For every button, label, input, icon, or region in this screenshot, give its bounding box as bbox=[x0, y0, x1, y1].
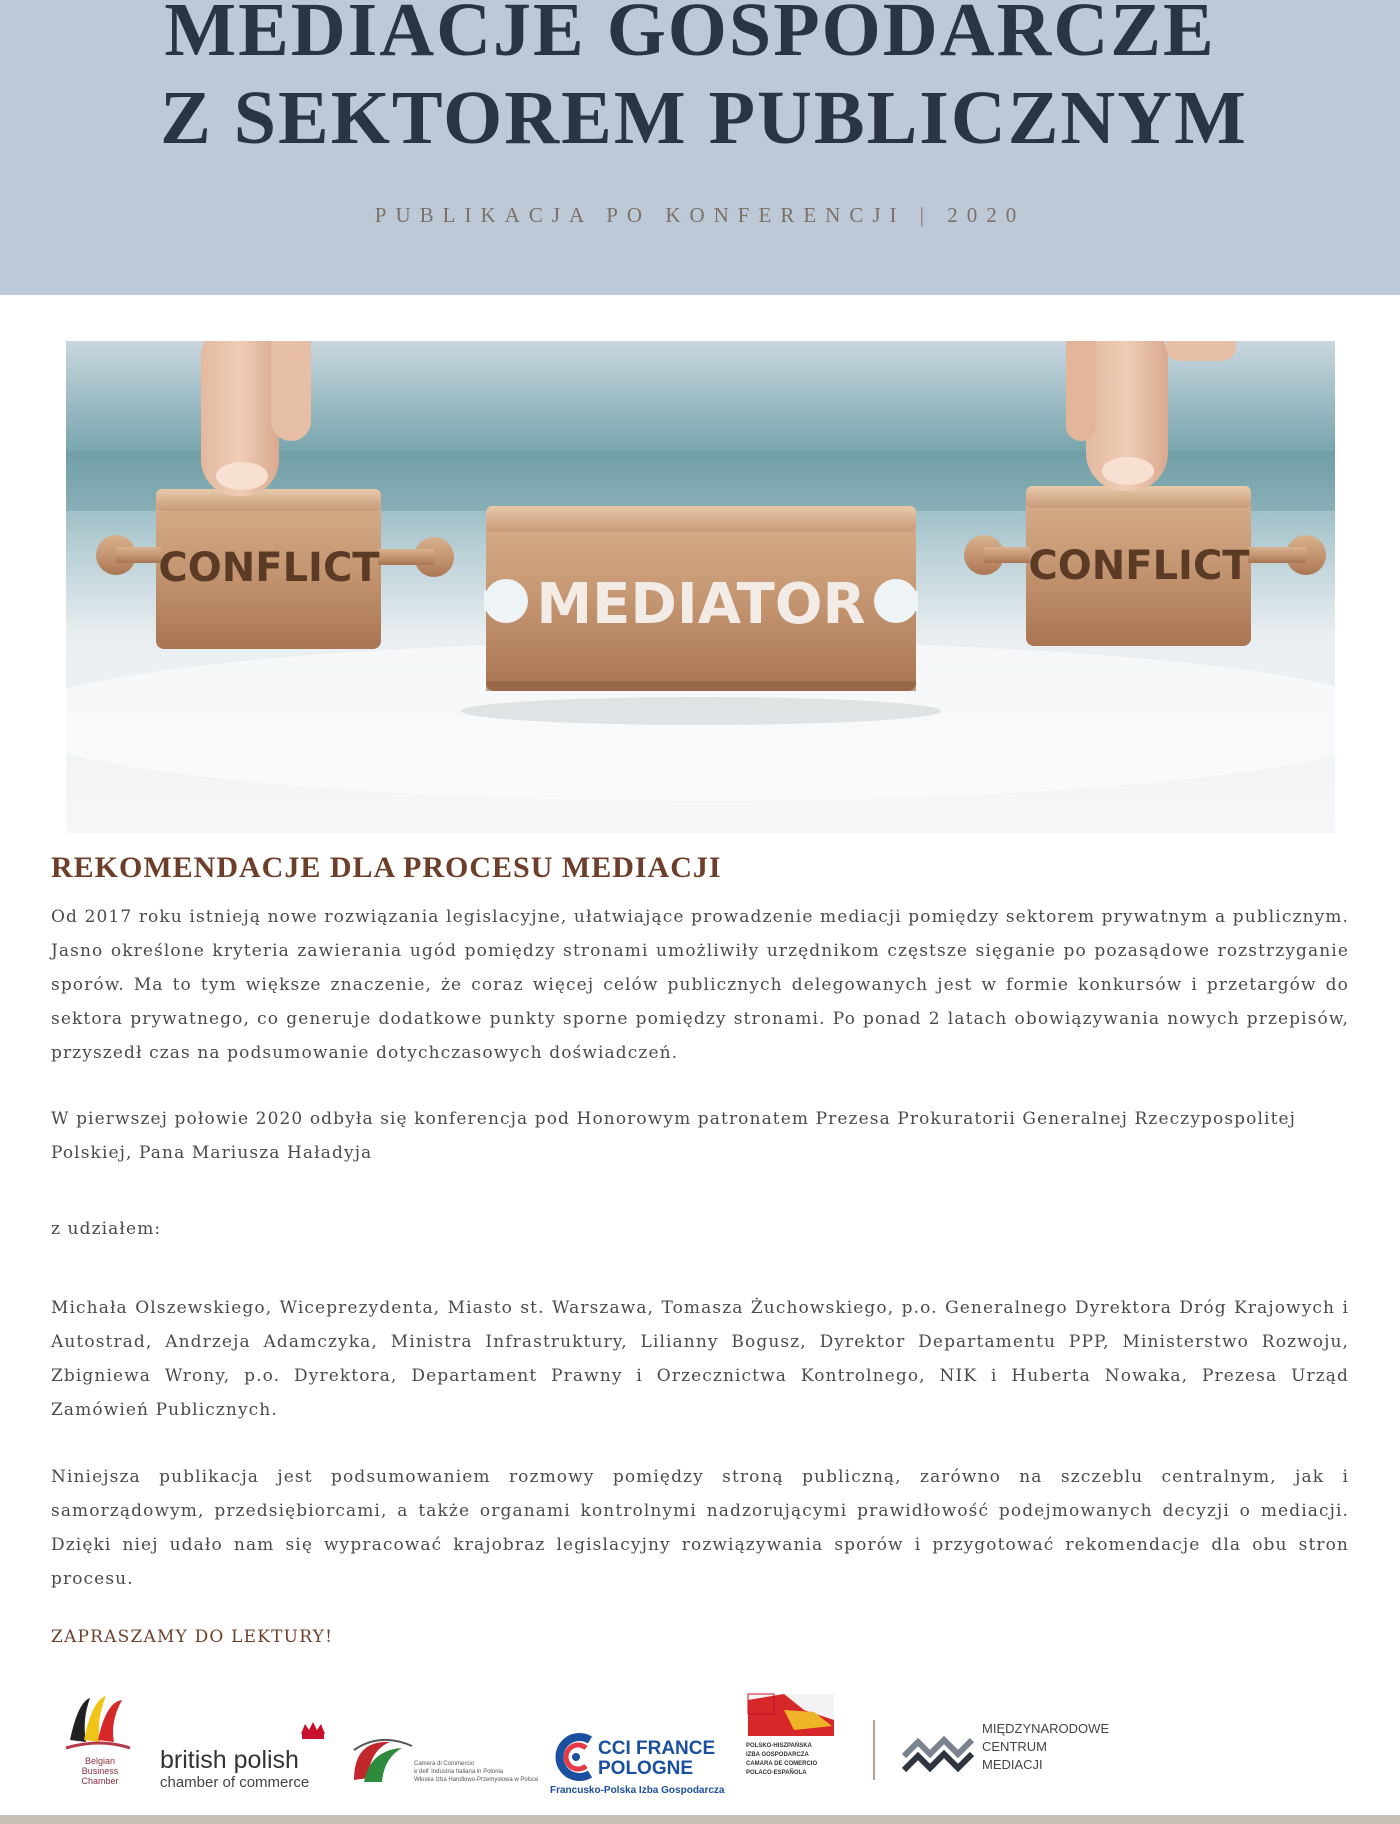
polish-spanish-chamber-logo: POLSKO-HISZPAŃSKA IZBA GOSPODARCZA CAMARA DE COMERCIO POLACO-ESPAÑOLA bbox=[744, 1690, 854, 1800]
british-polish-chamber-logo: british polish chamber of commerce bbox=[158, 1690, 328, 1800]
page-title-line-1: MEDIACJE GOSPODARCZE bbox=[164, 0, 1216, 72]
paragraph-summary: Niniejsza publikacja jest podsumowaniem rozmowy pomiędzy stroną publiczną, zarówno na szczeblu centralnym, jak i samorządowym, przedsiębiorcami, a także organami kontrolnymi nadzorującymi prawidłowość podejmowanych decyzji o mediacji. Dzięki niej udało nam się wypracować krajobraz legislacyjny rozwiązywania sporów i przygotować rekomendacje dla obu stron procesu. bbox=[51, 1467, 1349, 1589]
section-heading: REKOMENDACJE DLA PROCESU MEDIACJI bbox=[51, 851, 722, 884]
page-subtitle: PUBLIKACJA PO KONFERENCJI | 2020 bbox=[374, 203, 1026, 227]
block-left-label: CONFLICT bbox=[158, 545, 380, 591]
header-banner bbox=[0, 0, 1400, 295]
paragraph-participants: Michała Olszewskiego, Wiceprezydenta, Miasto st. Warszawa, Tomasza Żuchowskiego, p.o. Generalnego Dyrektora Dróg Krajowych i Autostrad, Andrzeja Adamczyka, Ministra Infrastruktury, Lilianny Bogusz, Dyrektor Departamentu PPP, Ministerstwo Rozwoju, Zbigniewa Wrony, p.o. Dyrektora, Departament Prawny i Orzecznictwa Kontrolnego, NIK i Huberta Nowaka, Prezesa Urząd Zamówień Publicznych. bbox=[51, 1298, 1349, 1420]
hero-image bbox=[66, 341, 1335, 833]
call-to-action: ZAPRASZAMY DO LEKTURY! bbox=[51, 1627, 334, 1647]
belgian-chamber-logo: Belgian Business Chamber bbox=[60, 1690, 140, 1800]
paragraph-conference: W pierwszej połowie 2020 odbyła się konferencja pod Honorowym patronatem Prezesa Prokuratorii Generalnej Rzeczypospolitej Polskiej, Pana Mariusza Haładyja bbox=[51, 1109, 1297, 1163]
page-title-line-2: Z SEKTOREM PUBLICZNYM bbox=[160, 76, 1248, 160]
wood-block-center bbox=[484, 506, 918, 691]
block-right-label: CONFLICT bbox=[1028, 543, 1250, 589]
block-center-label: MEDIATOR bbox=[536, 572, 866, 637]
mcm-logo: MIĘDZYNARODOWE CENTRUM MEDIACJI bbox=[900, 1690, 1100, 1800]
logo-divider bbox=[873, 1690, 877, 1800]
paragraph-participants-intro: z udziałem: bbox=[51, 1219, 162, 1239]
paragraph-intro: Od 2017 roku istnieją nowe rozwiązania legislacyjne, ułatwiające prowadzenie mediacji pomiędzy sektorem prywatnym a publicznym. Jasno określone kryteria zawierania ugód pomiędzy stronami umożliwiły urzędnikom częstsze sięganie po pozasądowe rozstrzyganie sporów. Ma to tym większe znaczenie, że coraz więcej celów publicznych delegowanych jest w formie konkursów i przetargów do sektora prywatnego, co generuje dodatkowe punkty sporne pomiędzy stronami. Po ponad 2 latach obowiązywania nowych przepisów, przyszedł czas na podsumowanie dotychczasowych doświadczeń. bbox=[51, 907, 1349, 1063]
cci-france-pologne-logo: CCI FRANCE POLOGNE Francusko-Polska Izba Gospodarcza bbox=[550, 1738, 725, 1796]
partner-logos bbox=[60, 1690, 1110, 1800]
bottom-bar bbox=[0, 1815, 1400, 1824]
italian-chamber-logo: Camera di Commercio e dell' Industria Italiana in Polonia Włoska Izba Handlowo-Przemysłowa w Polsce bbox=[350, 1690, 520, 1800]
